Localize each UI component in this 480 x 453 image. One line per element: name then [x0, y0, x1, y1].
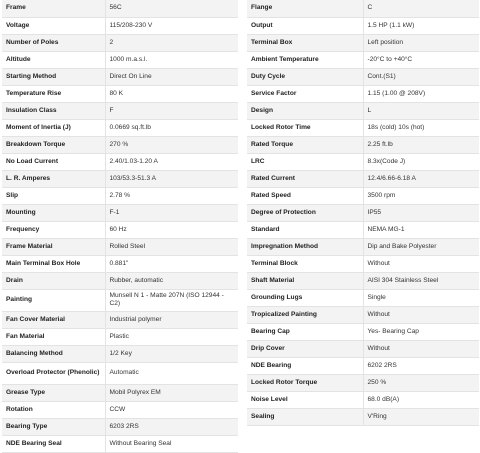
spec-label: Tropicalized Painting — [247, 306, 363, 323]
spec-value: -20°C to +40°C — [363, 51, 479, 68]
spec-label: Mounting — [2, 204, 105, 221]
spec-value: 103/53.3-51.3 A — [105, 170, 238, 187]
spec-row — [2, 272, 238, 289]
spec-value: 80 K — [105, 85, 238, 102]
spec-label: Temperature Rise — [2, 85, 105, 102]
spec-value: Munsell N 1 - Matte 207N (ISO 12944 - C2) — [105, 289, 238, 311]
spec-row — [247, 204, 479, 221]
spec-row — [247, 153, 479, 170]
left-spec-table — [2, 0, 238, 453]
spec-label: Drain — [2, 272, 105, 289]
spec-value: 270 % — [105, 136, 238, 153]
spec-value: F-1 — [105, 204, 238, 221]
spec-row — [2, 136, 238, 153]
spec-row — [2, 328, 238, 345]
spec-row — [247, 170, 479, 187]
spec-value: IP55 — [363, 204, 479, 221]
spec-value: 6203 2RS — [105, 418, 238, 435]
spec-label: Painting — [2, 289, 105, 311]
spec-row — [247, 51, 479, 68]
spec-value: 56C — [105, 0, 238, 17]
spec-label: NDE Bearing — [247, 357, 363, 374]
spec-label: Shaft Material — [247, 272, 363, 289]
spec-row — [247, 340, 479, 357]
spec-value: 12.4/6.66-6.18 A — [363, 170, 479, 187]
spec-value: Rolled Steel — [105, 238, 238, 255]
spec-row — [2, 187, 238, 204]
spec-value: F — [105, 102, 238, 119]
spec-label: Starting Method — [2, 68, 105, 85]
spec-label: Main Terminal Box Hole — [2, 255, 105, 272]
spec-label: Grounding Lugs — [247, 289, 363, 306]
spec-value: Dip and Bake Polyester — [363, 238, 479, 255]
spec-row — [247, 187, 479, 204]
spec-row — [2, 401, 238, 418]
right-spec-table-body — [247, 0, 479, 425]
spec-row — [247, 255, 479, 272]
spec-value: 1.5 HP (1.1 kW) — [363, 17, 479, 34]
spec-row — [247, 306, 479, 323]
spec-row — [2, 362, 238, 384]
spec-value: 68.0 dB(A) — [363, 391, 479, 408]
spec-value: Left position — [363, 34, 479, 51]
spec-value: Direct On Line — [105, 68, 238, 85]
spec-label: Fan Material — [2, 328, 105, 345]
spec-label: Terminal Block — [247, 255, 363, 272]
spec-row — [247, 85, 479, 102]
spec-label: Sealing — [247, 408, 363, 425]
spec-label: Breakdown Torque — [2, 136, 105, 153]
spec-label: Locked Rotor Torque — [247, 374, 363, 391]
spec-label: LRC — [247, 153, 363, 170]
spec-label: Rated Torque — [247, 136, 363, 153]
spec-label: No Load Current — [2, 153, 105, 170]
spec-label: Bearing Cap — [247, 323, 363, 340]
spec-row — [2, 68, 238, 85]
spec-value: L — [363, 102, 479, 119]
spec-row — [2, 51, 238, 68]
spec-row — [247, 68, 479, 85]
spec-value: 8.3x(Code J) — [363, 153, 479, 170]
spec-value: 18s (cold) 10s (hot) — [363, 119, 479, 136]
spec-row — [2, 418, 238, 435]
spec-row — [247, 0, 479, 17]
spec-value: NEMA MG-1 — [363, 221, 479, 238]
spec-value: Plastic — [105, 328, 238, 345]
spec-row — [2, 384, 238, 401]
spec-value: Automatic — [105, 362, 238, 384]
spec-row — [247, 323, 479, 340]
spec-label: Fan Cover Material — [2, 311, 105, 328]
spec-row — [247, 272, 479, 289]
spec-row — [2, 102, 238, 119]
spec-row — [2, 170, 238, 187]
spec-row — [247, 357, 479, 374]
left-spec-table-body — [2, 0, 238, 452]
spec-row — [2, 119, 238, 136]
spec-row — [2, 85, 238, 102]
spec-label: Impregnation Method — [247, 238, 363, 255]
spec-row — [247, 34, 479, 51]
spec-label: Drip Cover — [247, 340, 363, 357]
spec-label: Output — [247, 17, 363, 34]
spec-label: Frame — [2, 0, 105, 17]
spec-value: 0.881" — [105, 255, 238, 272]
spec-row — [2, 345, 238, 362]
spec-label: Grease Type — [2, 384, 105, 401]
spec-row — [2, 311, 238, 328]
spec-value: Rubber, automatic — [105, 272, 238, 289]
spec-value: Without — [363, 306, 479, 323]
spec-label: Balancing Method — [2, 345, 105, 362]
spec-value: AISI 304 Stainless Steel — [363, 272, 479, 289]
spec-label: L. R. Amperes — [2, 170, 105, 187]
spec-row — [247, 391, 479, 408]
spec-row — [247, 289, 479, 306]
spec-row — [247, 102, 479, 119]
spec-value: C — [363, 0, 479, 17]
spec-row — [2, 289, 238, 311]
spec-label: Service Factor — [247, 85, 363, 102]
spec-row — [2, 0, 238, 17]
spec-label: Rated Current — [247, 170, 363, 187]
spec-value: 1/2 Key — [105, 345, 238, 362]
spec-label: Locked Rotor Time — [247, 119, 363, 136]
spec-label: Moment of Inertia (J) — [2, 119, 105, 136]
spec-label: Slip — [2, 187, 105, 204]
spec-value: Without Bearing Seal — [105, 435, 238, 452]
spec-value: 115/208-230 V — [105, 17, 238, 34]
spec-value: 3500 rpm — [363, 187, 479, 204]
spec-row — [247, 221, 479, 238]
spec-value: V'Ring — [363, 408, 479, 425]
spec-label: Frequency — [2, 221, 105, 238]
spec-label: Bearing Type — [2, 418, 105, 435]
spec-label: Terminal Box — [247, 34, 363, 51]
spec-row — [2, 255, 238, 272]
spec-row — [247, 374, 479, 391]
spec-label: Voltage — [2, 17, 105, 34]
spec-row — [2, 238, 238, 255]
spec-label: Design — [247, 102, 363, 119]
spec-row — [2, 204, 238, 221]
spec-label: Rotation — [2, 401, 105, 418]
spec-label: Duty Cycle — [247, 68, 363, 85]
spec-value: 60 Hz — [105, 221, 238, 238]
spec-row — [2, 153, 238, 170]
spec-label: Insulation Class — [2, 102, 105, 119]
spec-value: Yes- Bearing Cap — [363, 323, 479, 340]
spec-row — [2, 34, 238, 51]
spec-label: Flange — [247, 0, 363, 17]
spec-row — [247, 408, 479, 425]
spec-value: Cont.(S1) — [363, 68, 479, 85]
spec-row — [2, 221, 238, 238]
spec-row — [247, 17, 479, 34]
spec-label: Rated Speed — [247, 187, 363, 204]
right-spec-table — [247, 0, 479, 426]
spec-row — [2, 17, 238, 34]
spec-value: 1000 m.a.s.l. — [105, 51, 238, 68]
spec-row — [247, 119, 479, 136]
spec-value: Without — [363, 340, 479, 357]
spec-label: Degree of Protection — [247, 204, 363, 221]
spec-label: NDE Bearing Seal — [2, 435, 105, 452]
spec-row — [247, 136, 479, 153]
spec-value: 6202 2RS — [363, 357, 479, 374]
spec-label: Overload Protector (Phenolic) — [2, 362, 105, 384]
spec-value: Without — [363, 255, 479, 272]
spec-value: 2.25 ft.lb — [363, 136, 479, 153]
spec-label: Frame Material — [2, 238, 105, 255]
spec-label: Noise Level — [247, 391, 363, 408]
spec-value: 1.15 (1.00 @ 208V) — [363, 85, 479, 102]
spec-value: 0.0669 sq.ft.lb — [105, 119, 238, 136]
spec-label: Standard — [247, 221, 363, 238]
spec-value: Mobil Polyrex EM — [105, 384, 238, 401]
spec-label: Altitude — [2, 51, 105, 68]
spec-value: 2 — [105, 34, 238, 51]
spec-value: 2.40/1.03-1.20 A — [105, 153, 238, 170]
spec-row — [247, 238, 479, 255]
spec-value: 2.78 % — [105, 187, 238, 204]
spec-value: CCW — [105, 401, 238, 418]
spec-value: Single — [363, 289, 479, 306]
spec-value: 250 % — [363, 374, 479, 391]
spec-label: Number of Poles — [2, 34, 105, 51]
spec-value: Industrial polymer — [105, 311, 238, 328]
spec-label: Ambient Temperature — [247, 51, 363, 68]
